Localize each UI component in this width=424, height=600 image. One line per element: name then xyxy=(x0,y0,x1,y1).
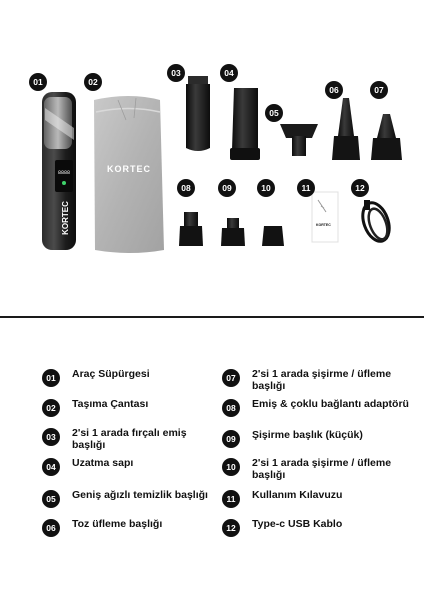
legend-number: 04 xyxy=(42,458,60,476)
legend-item-12 xyxy=(222,518,412,537)
legend-item-11 xyxy=(222,489,412,508)
blower-nozzle-image xyxy=(332,98,360,160)
svg-text:11: 11 xyxy=(301,183,311,193)
adapter-image xyxy=(179,212,203,246)
usb-cable-image xyxy=(358,199,394,245)
bag-brand-text: KORTEC xyxy=(107,164,151,174)
svg-text:09: 09 xyxy=(222,183,232,193)
manual-image xyxy=(312,192,338,242)
legend-label: 2'si 1 arada şişirme / üfleme başlığı xyxy=(252,368,392,392)
legend-number: 10 xyxy=(222,458,240,476)
wide-nozzle-image xyxy=(280,124,318,156)
legend-item-09 xyxy=(222,429,412,448)
legend-item-07 xyxy=(222,368,412,392)
legend-item-03 xyxy=(42,427,187,451)
vacuum-cleaner-image xyxy=(42,92,76,250)
svg-text:10: 10 xyxy=(261,183,271,193)
svg-text:02: 02 xyxy=(88,77,98,87)
svg-text:04: 04 xyxy=(224,68,234,78)
svg-text:06: 06 xyxy=(329,85,339,95)
legend-item-06 xyxy=(42,518,212,537)
svg-text:01: 01 xyxy=(33,77,43,87)
badge-04 xyxy=(220,64,238,82)
legend-number: 12 xyxy=(222,519,240,537)
svg-text:07: 07 xyxy=(374,85,384,95)
legend-label: Geniş ağızlı temizlik başlığı xyxy=(72,489,208,501)
svg-text:05: 05 xyxy=(269,108,279,118)
legend-label: Emiş & çoklu bağlantı adaptörü xyxy=(252,398,409,410)
legend-number: 07 xyxy=(222,369,240,387)
legend-item-05 xyxy=(42,489,212,508)
legend-label: Uzatma sapı xyxy=(72,457,134,469)
svg-text:03: 03 xyxy=(171,68,181,78)
badge-06 xyxy=(325,81,343,99)
legend-label: Kullanım Kılavuzu xyxy=(252,489,343,501)
legend-number: 01 xyxy=(42,369,60,387)
badge-02 xyxy=(84,73,102,91)
badge-01 xyxy=(29,73,47,91)
badge-03 xyxy=(167,64,185,82)
legend-label: Toz üfleme başlığı xyxy=(72,518,163,530)
legend-item-10 xyxy=(222,457,412,481)
legend-label: Taşıma Çantası xyxy=(72,398,149,410)
legend-label: Şişirme başlık (küçük) xyxy=(252,429,363,441)
legend-number: 05 xyxy=(42,490,60,508)
svg-text:12: 12 xyxy=(355,183,365,193)
badge-11 xyxy=(297,179,315,197)
small-inflate-nozzle-image xyxy=(221,218,245,246)
badge-12 xyxy=(351,179,369,197)
legend-item-08 xyxy=(222,398,412,417)
legend-label: Araç Süpürgesi xyxy=(72,368,150,380)
extension-tube-image xyxy=(230,88,260,160)
section-divider xyxy=(0,316,424,318)
legend-item-04 xyxy=(42,457,212,476)
badge-05 xyxy=(265,104,283,122)
carry-bag-image xyxy=(94,96,164,253)
legend-number: 08 xyxy=(222,399,240,417)
badge-08 xyxy=(177,179,195,197)
inflate-nozzle-image xyxy=(371,114,402,160)
legend-number: 06 xyxy=(42,519,60,537)
device-brand-text: KORTEC xyxy=(61,201,70,235)
badge-10 xyxy=(257,179,275,197)
legend-item-02 xyxy=(42,398,212,417)
manual-brand-text: KORTEC xyxy=(316,223,331,227)
brush-nozzle-image xyxy=(186,76,210,151)
legend-number: 02 xyxy=(42,399,60,417)
badge-09 xyxy=(218,179,236,197)
legend-number: 03 xyxy=(42,428,60,446)
legend-item-01 xyxy=(42,368,212,387)
badge-07 xyxy=(370,81,388,99)
legend-label: 2'si 1 arada şişirme / üfleme başlığı xyxy=(252,457,392,481)
device-display-value: 8888 xyxy=(57,170,71,176)
svg-text:08: 08 xyxy=(181,183,191,193)
legend-label: Type-c USB Kablo xyxy=(252,518,343,530)
legend-label: 2'si 1 arada fırçalı emiş başlığı xyxy=(72,427,187,451)
blow-nozzle-image xyxy=(262,226,284,246)
legend-number: 09 xyxy=(222,430,240,448)
legend-number: 11 xyxy=(222,490,240,508)
